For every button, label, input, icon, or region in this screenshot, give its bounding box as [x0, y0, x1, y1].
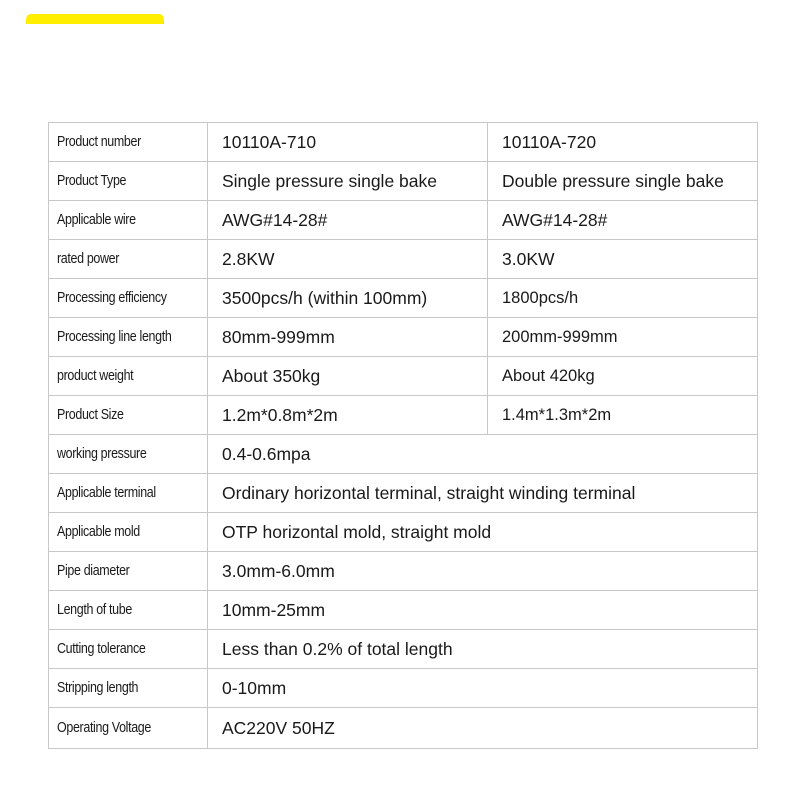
row-label-text: Cutting tolerance — [57, 641, 146, 657]
model-710-value: 80mm-999mm — [208, 318, 488, 357]
row-label-text: Operating Voltage — [57, 720, 151, 736]
model-720-value: 1.4m*1.3m*2m — [488, 396, 758, 435]
row-label — [49, 162, 208, 201]
row-label-text: Applicable mold — [57, 524, 140, 540]
model-720-value: 3.0KW — [488, 240, 758, 279]
row-label-text: rated power — [57, 251, 120, 267]
model-710-value: Single pressure single bake — [208, 162, 488, 201]
model-720-value: 10110A-720 — [488, 123, 758, 162]
row-label — [49, 552, 208, 591]
shared-value: AC220V 50HZ — [208, 708, 758, 749]
row-label-text: Applicable wire — [57, 212, 136, 228]
model-710-value: 2.8KW — [208, 240, 488, 279]
model-720-value: AWG#14-28# — [488, 201, 758, 240]
row-label-text: Processing efficiency — [57, 290, 167, 306]
row-label-text: Processing line length — [57, 329, 172, 345]
row-label-text: working pressure — [57, 446, 147, 462]
row-label-text: Length of tube — [57, 602, 132, 618]
table-row — [49, 708, 758, 749]
table-row — [49, 396, 758, 435]
row-label — [49, 240, 208, 279]
shared-value: 0.4-0.6mpa — [208, 435, 758, 474]
model-710-value: About 350kg — [208, 357, 488, 396]
row-label-text: Product number — [57, 134, 141, 150]
table-row — [49, 669, 758, 708]
model-720-value: About 420kg — [488, 357, 758, 396]
row-label — [49, 396, 208, 435]
shared-value: OTP horizontal mold, straight mold — [208, 513, 758, 552]
row-label — [49, 357, 208, 396]
model-710-value: 10110A-710 — [208, 123, 488, 162]
row-label — [49, 279, 208, 318]
table-row — [49, 513, 758, 552]
row-label-text: product weight — [57, 368, 134, 384]
table-row — [49, 318, 758, 357]
row-label — [49, 513, 208, 552]
table-row — [49, 162, 758, 201]
table-row — [49, 552, 758, 591]
spec-table-body — [49, 123, 758, 749]
row-label-text: Applicable terminal — [57, 485, 156, 501]
row-label — [49, 201, 208, 240]
shared-value: 10mm-25mm — [208, 591, 758, 630]
row-label-text: Product Size — [57, 407, 124, 423]
row-label — [49, 669, 208, 708]
row-label — [49, 318, 208, 357]
model-710-value: 3500pcs/h (within 100mm) — [208, 279, 488, 318]
model-720-value: Double pressure single bake — [488, 162, 758, 201]
row-label-text: Product Type — [57, 173, 127, 189]
model-720-value: 1800pcs/h — [488, 279, 758, 318]
model-710-value: AWG#14-28# — [208, 201, 488, 240]
shared-value: 0-10mm — [208, 669, 758, 708]
table-row — [49, 591, 758, 630]
row-label — [49, 591, 208, 630]
row-label-text: Stripping length — [57, 680, 139, 696]
table-row — [49, 435, 758, 474]
table-row — [49, 357, 758, 396]
row-label — [49, 123, 208, 162]
row-label — [49, 708, 208, 749]
table-row — [49, 279, 758, 318]
table-row — [49, 474, 758, 513]
row-label — [49, 630, 208, 669]
table-row — [49, 201, 758, 240]
table-row — [49, 123, 758, 162]
table-row — [49, 240, 758, 279]
shared-value: 3.0mm-6.0mm — [208, 552, 758, 591]
model-710-value: 1.2m*0.8m*2m — [208, 396, 488, 435]
model-720-value: 200mm-999mm — [488, 318, 758, 357]
row-label — [49, 435, 208, 474]
row-label — [49, 474, 208, 513]
yellow-accent-bar — [26, 14, 164, 24]
table-row — [49, 630, 758, 669]
shared-value: Ordinary horizontal terminal, straight winding terminal — [208, 474, 758, 513]
shared-value: Less than 0.2% of total length — [208, 630, 758, 669]
row-label-text: Pipe diameter — [57, 563, 130, 579]
spec-table — [48, 122, 758, 749]
